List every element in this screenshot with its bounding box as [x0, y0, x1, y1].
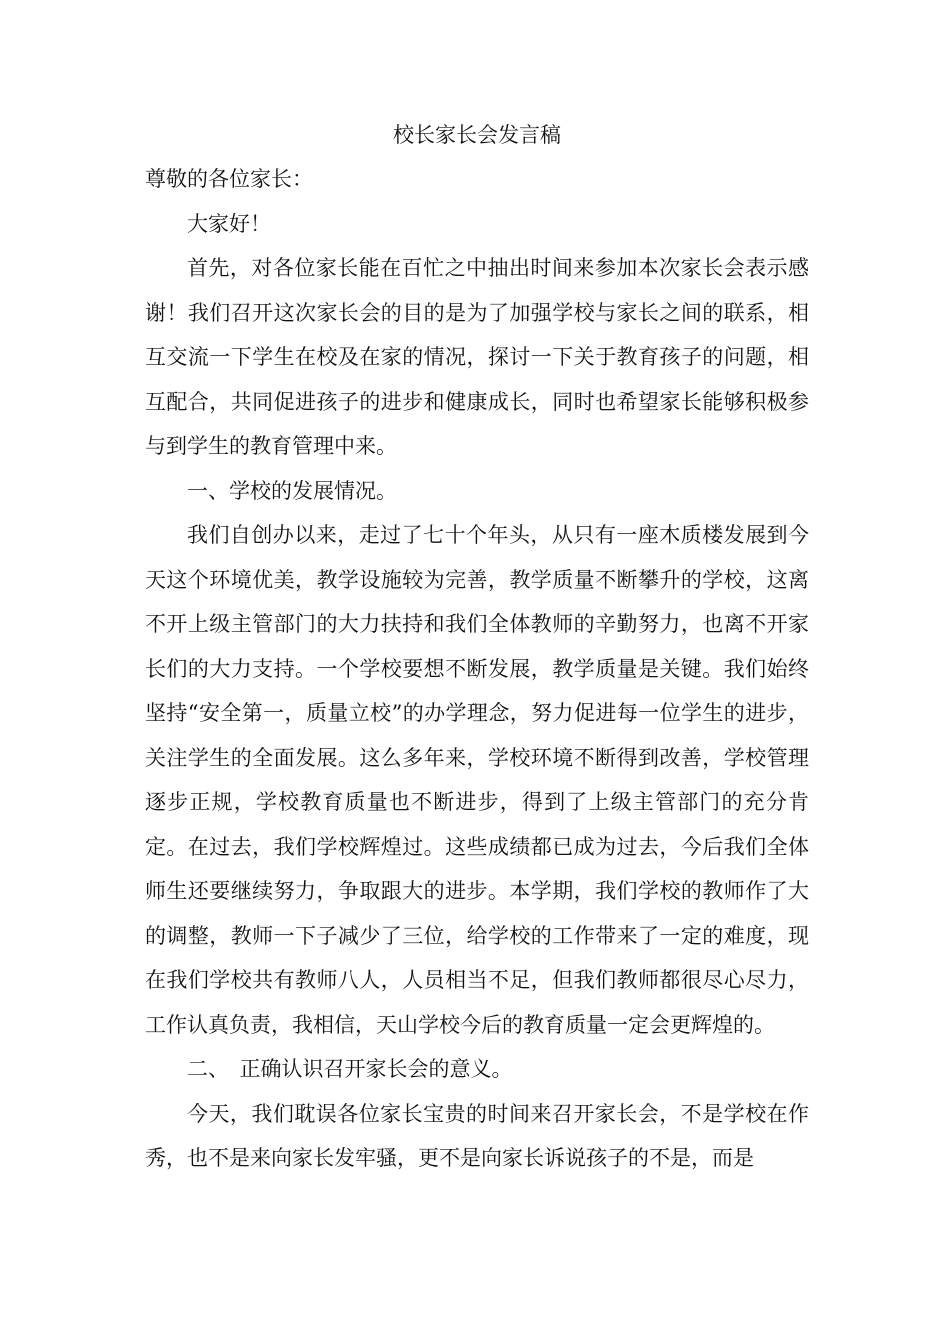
document-title: 校长家长会发言稿 [393, 123, 561, 147]
section-heading-1: 一、学校的发展情况。 [187, 478, 397, 503]
paragraph-school-development: 我们自创办以来，走过了七十个年头，从只有一座木质楼发展到今天这个环境优美，教学设施较为完善，教学质量不断攀升的学校，这离不开上级主管部门的大力扶持和我们全体教师的辛勤努力，也离不开家长们的大力支持。一个学校要想不断发展，教学质量是关键。我们始终坚持“安全第一，质量立校”的办学理念，努力促进每一位学生的进步，关注学生的全面发展。这么多年来，学校环境不断得到改善，学校管理逐步正规，学校教育质量也不断进步，得到了上级主管部门的充分肯定。在过去，我们学校辉煌过。这些成绩都已成为过去，今后我们全体师生还要继续努力，争取跟大的进步。本学期，我们学校的教师作了大的调整，教师一下子减少了三位，给学校的工作带来了一定的难度，现在我们学校共有教师八人，人员相当不足，但我们教师都很尽心尽力，工作认真负责，我相信，天山学校今后的教育质量一定会更辉煌的。 [145, 523, 809, 1037]
document-body [145, 113, 809, 1181]
paragraph-opening: 首先，对各位家长能在百忙之中抽出时间来参加本次家长会表示感谢！我们召开这次家长会的目的是为了加强学校与家长之间的联系，相互交流一下学生在校及在家的情况，探讨一下关于教育孩子的问题，相互配合，共同促进孩子的进步和健康成长，同时也希望家长能够积极参与到学生的教育管理中来。 [145, 256, 809, 458]
section-heading-2: 二、 正确认识召开家长会的意义。 [187, 1057, 513, 1081]
paragraph-meeting-meaning: 今天，我们耽误各位家长宝贵的时间来召开家长会，不是学校在作秀，也不是来向家长发牢骚，更不是向家长诉说孩子的不是，而是 [145, 1101, 809, 1170]
salutation: 尊敬的各位家长： [145, 167, 313, 191]
greeting: 大家好！ [187, 211, 271, 236]
